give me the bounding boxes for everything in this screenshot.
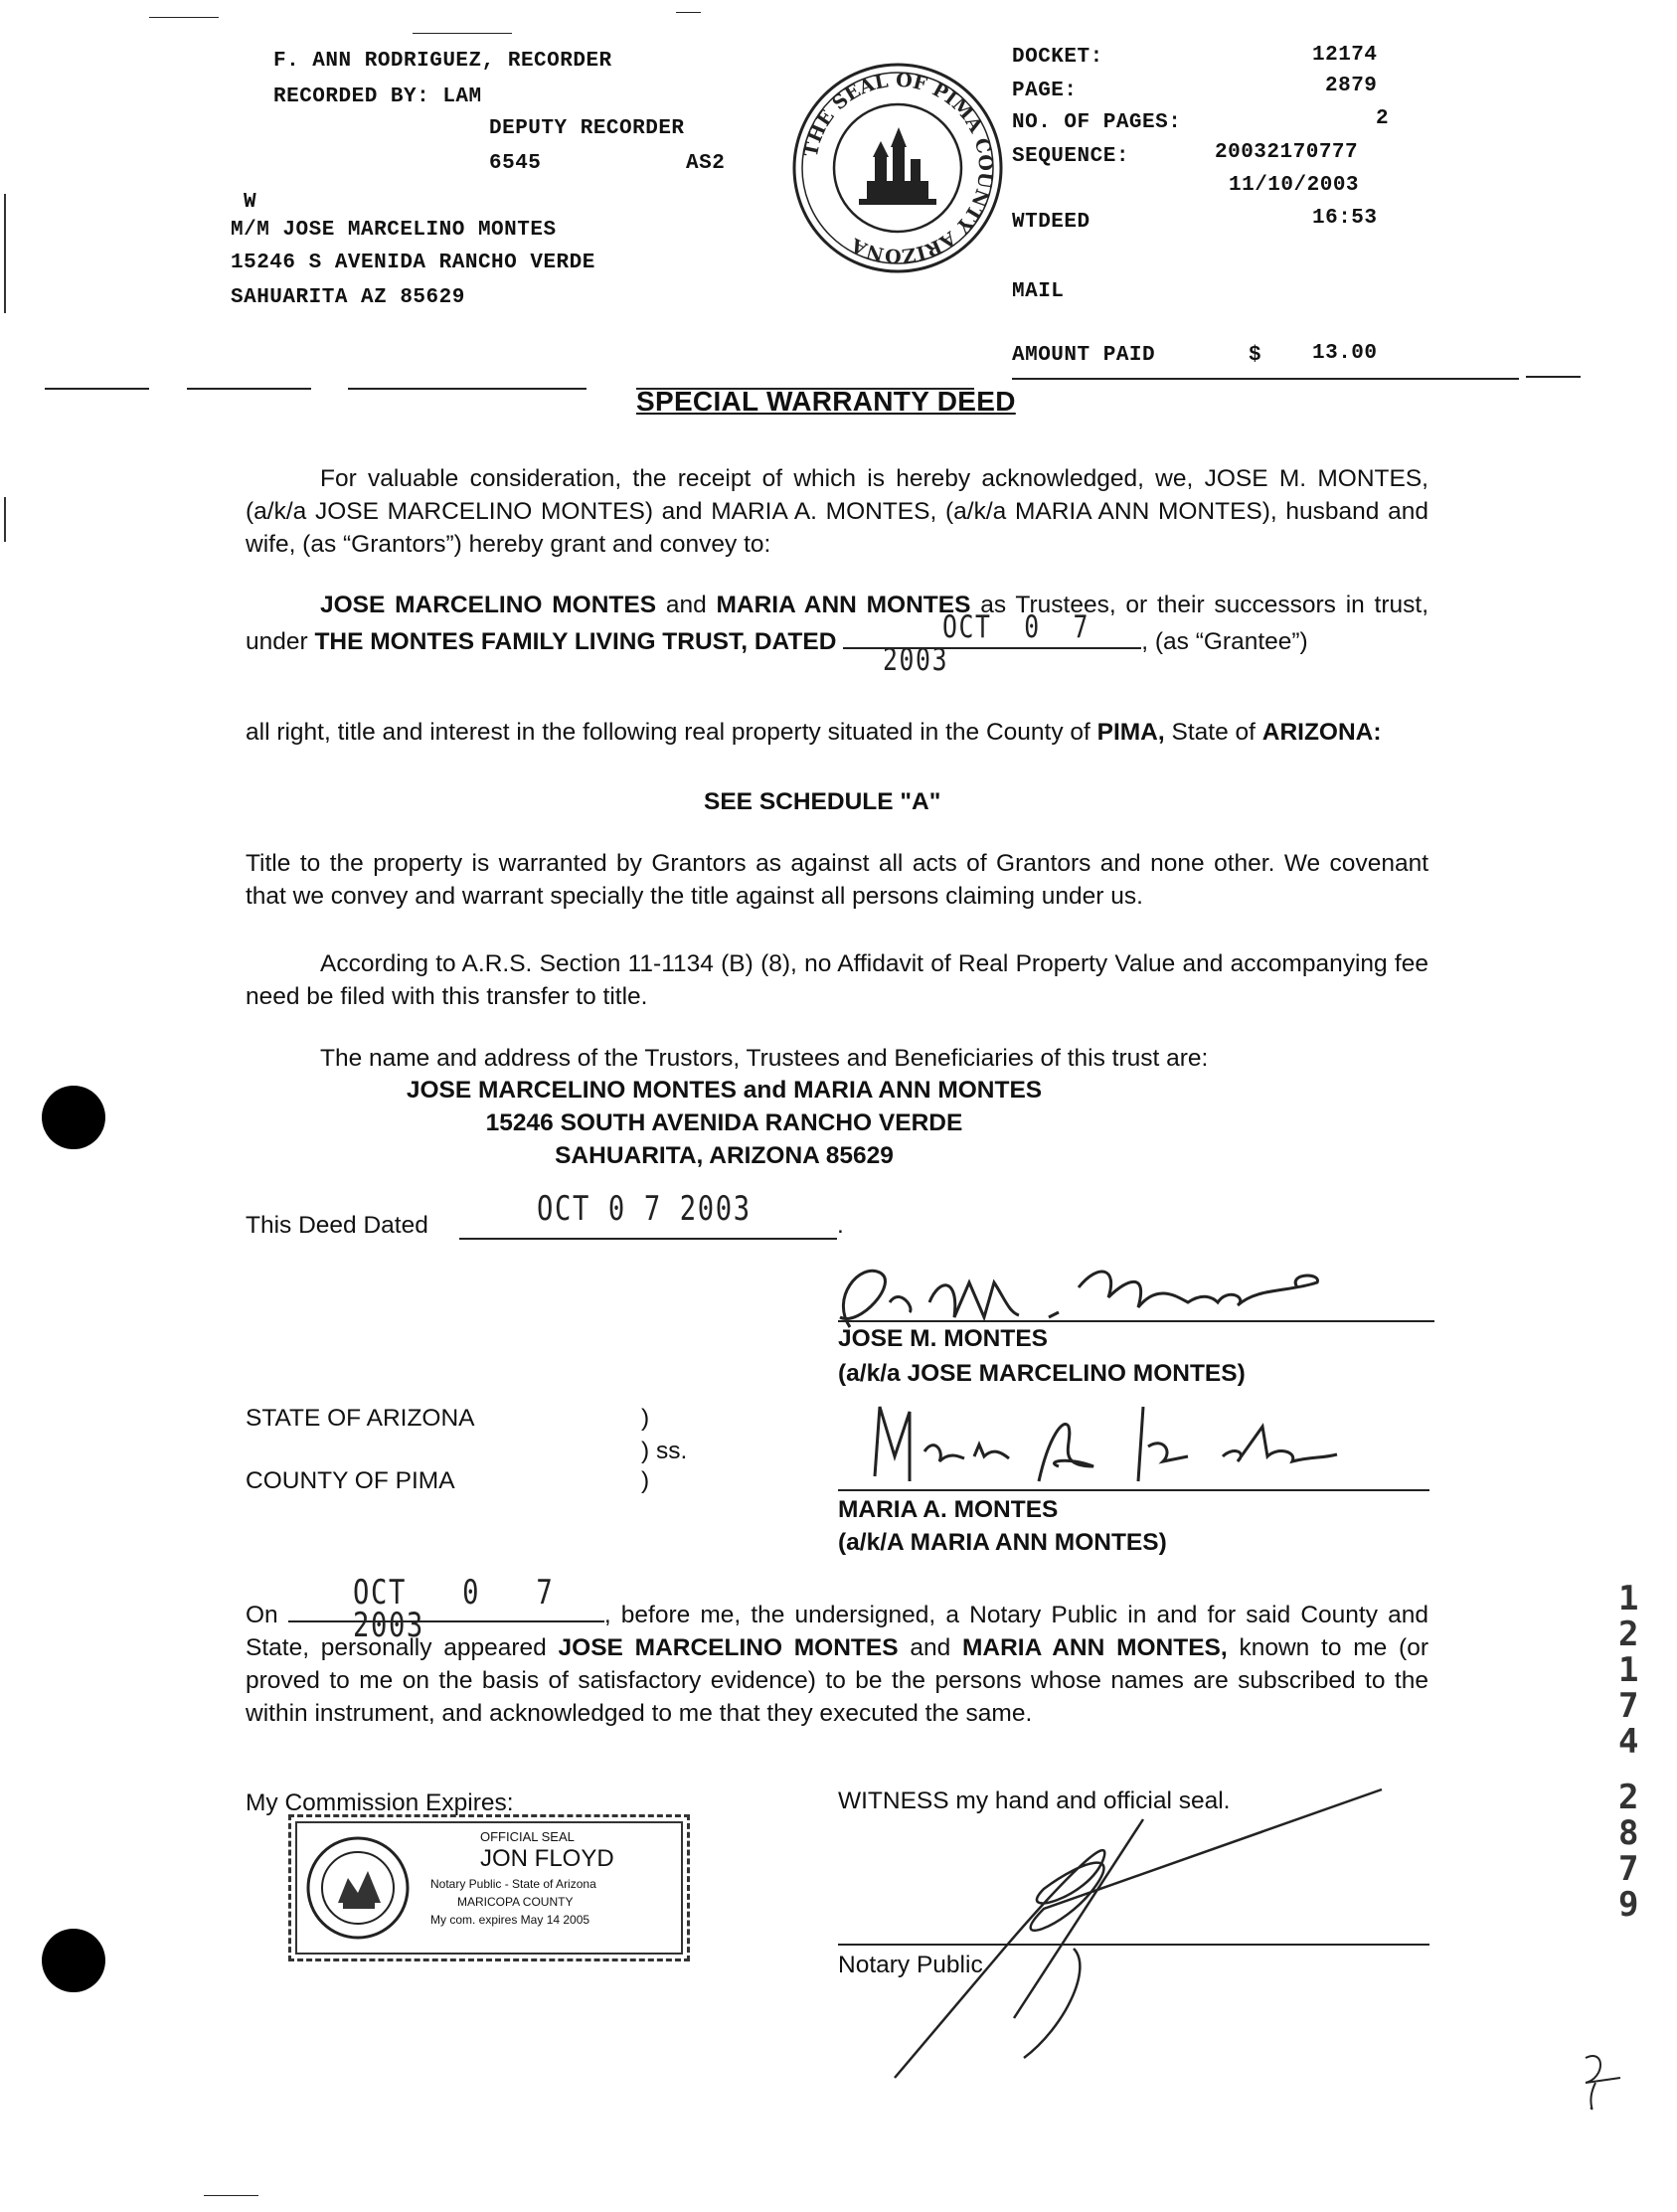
trustors-intro: The name and address of the Trustors, Trustees and Beneficiaries of this trust are: [320, 1045, 1209, 1072]
notary-seal-box [288, 1814, 690, 1961]
margin-digit: 7 [1618, 1849, 1639, 1889]
ack-on: On [246, 1602, 278, 1628]
amount-paid-label: AMOUNT PAID [1012, 344, 1156, 367]
grantee-name-1: JOSE MARCELINO MONTES [320, 592, 657, 618]
venue-ss: ) ss. [641, 1438, 688, 1464]
sequence-label: SEQUENCE: [1012, 145, 1129, 168]
state-name: ARIZONA: [1261, 719, 1382, 746]
signer2-name: MARIA A. MONTES [838, 1496, 1059, 1523]
signer1-name: JOSE M. MONTES [838, 1325, 1049, 1352]
scan-edge-mark [4, 497, 6, 542]
signature-line-2 [838, 1489, 1429, 1491]
margin-digit: 2 [1618, 1615, 1639, 1654]
header-rule [1526, 376, 1581, 378]
notary-state-line: Notary Public - State of Arizona [430, 1877, 596, 1891]
mail-label: MAIL [1012, 280, 1065, 303]
mail-address-line1: M/M JOSE MARCELINO MONTES [231, 219, 557, 242]
margin-digit: 1 [1618, 1579, 1639, 1618]
venue-paren-3: ) [641, 1467, 650, 1494]
header-rule [187, 388, 311, 390]
margin-digit: 9 [1618, 1885, 1639, 1925]
maria-signature-icon [855, 1397, 1352, 1491]
notary-name: JON FLOYD [480, 1845, 614, 1872]
margin-digit: 1 [1618, 1650, 1639, 1690]
currency-symbol: $ [1249, 344, 1262, 367]
venue-county: COUNTY OF PIMA [246, 1467, 455, 1494]
record-time: 16:53 [1312, 207, 1378, 230]
punch-hole [42, 1086, 105, 1149]
scan-mark [676, 12, 701, 13]
header-rule [45, 388, 149, 390]
margin-mark-icon [1576, 2048, 1635, 2118]
witness-text: WITNESS my hand and official seal. [838, 1787, 1231, 1814]
recorder-line3: DEPUTY RECORDER [489, 117, 685, 140]
margin-digit: 7 [1618, 1686, 1639, 1726]
notary-expires: My com. expires May 14 2005 [430, 1913, 590, 1927]
margin-digit: 2 [1618, 1778, 1639, 1817]
trustee-text: as Trustees, or their successors in trust, under [246, 592, 1429, 655]
recorder-line1: F. ANN RODRIGUEZ, RECORDER [273, 50, 612, 73]
punch-hole [42, 1929, 105, 1992]
docket-label: DOCKET: [1012, 46, 1103, 69]
trust-date-blank [843, 609, 1141, 678]
scan-mark [204, 2195, 258, 2196]
schedule-reference: SEE SCHEDULE "A" [704, 788, 941, 815]
grantee-name-2: MARIA ANN MONTES [716, 592, 971, 618]
property-text-2: State of [1164, 719, 1262, 746]
recorder-w: W [244, 191, 257, 214]
deed-title: SPECIAL WARRANTY DEED [636, 386, 1016, 417]
notary-public-label: Notary Public [838, 1952, 983, 1978]
recorder-code1: 6545 [489, 152, 542, 175]
property-paragraph [246, 716, 1428, 749]
page-value: 2879 [1325, 75, 1378, 97]
notary-signature-line [838, 1944, 1429, 1946]
recorder-line2: RECORDED BY: LAM [273, 85, 482, 108]
ack-name-1: JOSE MARCELINO MONTES [558, 1634, 899, 1661]
warranty-paragraph: Title to the property is warranted by Grantors as against all acts of Grantors and none other. We covenant that we convey and warrant specially the title against all persons claiming under us. [246, 850, 1428, 910]
header-rule [348, 388, 587, 390]
deed-dated-period: . [837, 1212, 844, 1239]
deed-dated-label: This Deed Dated [246, 1212, 428, 1239]
sequence-value: 20032170777 [1215, 141, 1359, 164]
arizona-seal-icon [303, 1833, 413, 1943]
ack-and: and [898, 1634, 962, 1661]
pima-county-seal-icon [787, 62, 1008, 274]
recorder-code2: AS2 [686, 152, 726, 175]
grant-paragraph: For valuable consideration, the receipt of which is hereby acknowledged, we, JOSE M. MONTES, (a/k/a JOSE MARCELINO MONTES) and MARIA A. MONTES, (a/k/a MARIA ANN MONTES), husband and wife, (as “Grantors”) hereby grant and convey to: [246, 465, 1428, 558]
ack-name-2: MARIA ANN MONTES, [962, 1634, 1228, 1661]
amount-paid-value: 13.00 [1312, 342, 1378, 365]
pages-label: NO. OF PAGES: [1012, 111, 1182, 134]
ack-date-stamp: OCT 0 7 2003 [352, 1573, 555, 1645]
notary-official-seal: OFFICIAL SEAL [480, 1829, 575, 1844]
ack-text-1: , before me, the undersigned, a Notary Public in and for said County and State, personally appeared [246, 1602, 1428, 1661]
grantee-paragraph [246, 589, 1429, 678]
seal-ring-text: THE SEAL OF PIMA COUNTY ARIZONA [799, 69, 997, 267]
mail-address-line2: 15246 S AVENIDA RANCHO VERDE [231, 252, 595, 274]
page-label: PAGE: [1012, 80, 1078, 102]
signer2-aka: (a/k/A MARIA ANN MONTES) [838, 1529, 1167, 1556]
scan-mark [413, 33, 512, 34]
deed-dated-line [459, 1238, 837, 1240]
trustors-street: 15246 SOUTH AVENIDA RANCHO VERDE [485, 1109, 963, 1136]
pages-value: 2 [1376, 107, 1390, 130]
header-rule [1012, 378, 1519, 380]
commission-label: My Commission Expires: [246, 1789, 514, 1816]
acknowledgment-paragraph [246, 1573, 1428, 1730]
trustors-city: SAHUARITA, ARIZONA 85629 [555, 1142, 894, 1169]
ack-text-2: known to me (or proved to me on the basis of satisfactory evidence) to be the persons whose names are subscribed to the within instrument, and acknowledged to me that they executed the same. [246, 1634, 1428, 1727]
scan-edge-mark [4, 194, 6, 313]
property-text-1: all right, title and interest in the following real property situated in the County of [246, 719, 1097, 746]
venue-paren-1: ) [641, 1405, 650, 1432]
county-name: PIMA, [1096, 719, 1165, 746]
deed-dated-stamp: OCT 0 7 2003 [537, 1189, 752, 1229]
notary-county: MARICOPA COUNTY [457, 1895, 574, 1909]
record-date: 11/10/2003 [1229, 174, 1360, 197]
margin-digit: 4 [1618, 1722, 1639, 1762]
trust-date-stamp: OCT 0 7 2003 [883, 609, 1090, 678]
docket-value: 12174 [1312, 44, 1378, 67]
trust-name: THE MONTES FAMILY LIVING TRUST, DATED [314, 628, 837, 655]
and-text: and [656, 592, 717, 618]
grantee-text: , (as “Grantee”) [1141, 628, 1308, 655]
doc-type: WTDEED [1012, 211, 1090, 234]
signer1-aka: (a/k/a JOSE MARCELINO MONTES) [838, 1360, 1246, 1387]
scan-mark [149, 17, 219, 18]
margin-digit: 8 [1618, 1813, 1639, 1853]
affidavit-paragraph: According to A.R.S. Section 11-1134 (B) (8), no Affidavit of Real Property Value and accompanying fee need be filed with this transfer to title. [246, 950, 1428, 1010]
notary-signature-icon [865, 1770, 1402, 2088]
venue-state: STATE OF ARIZONA [246, 1405, 475, 1432]
trustors-names: JOSE MARCELINO MONTES and MARIA ANN MONTES [406, 1077, 1043, 1104]
ack-date-blank [288, 1573, 604, 1645]
mail-address-line3: SAHUARITA AZ 85629 [231, 286, 465, 309]
